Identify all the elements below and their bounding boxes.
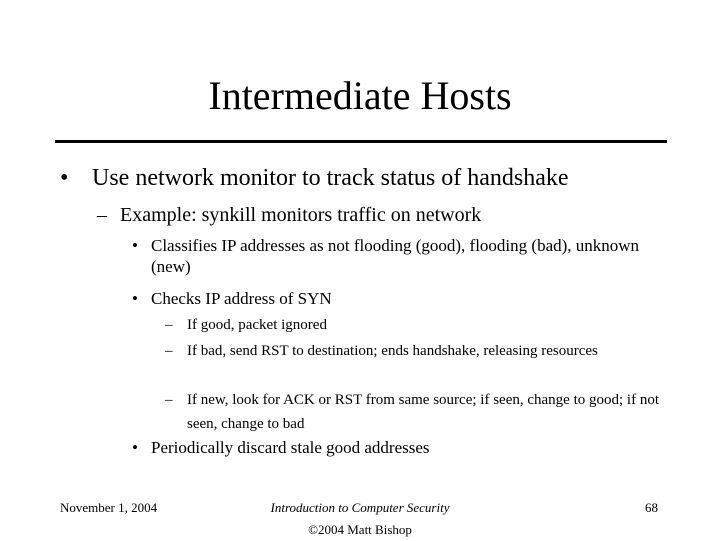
sub-bullet-if-new (165, 388, 660, 436)
bullet-marker: • (60, 165, 69, 191)
bullet-periodically (132, 437, 672, 458)
footer-copyright: ©2004 Matt Bishop (308, 522, 412, 537)
bullet-main-text: Use network monitor to track status of handshake (92, 165, 569, 191)
page-number: 68 (645, 500, 658, 515)
sub-bullet-if-good (165, 313, 660, 337)
bullet-classifies (132, 235, 672, 277)
sub-bullet-if-bad-text: If bad, send RST to destination; ends handshake, releasing resources (187, 343, 598, 359)
footer-date: November 1, 2004 (60, 500, 158, 515)
dash-marker: – (165, 392, 173, 408)
bullet-checks-text: Checks IP address of SYN (151, 289, 332, 308)
dash-marker: – (97, 204, 107, 226)
dash-marker: – (165, 343, 173, 359)
bullet-marker: • (132, 438, 138, 457)
bullet-marker: • (132, 289, 138, 308)
bullet-main (60, 164, 680, 192)
sub-bullet-if-bad (165, 339, 660, 363)
bullet-classifies-text: Classifies IP addresses as not flooding (good), flooding (bad), unknown (new) (151, 236, 640, 276)
sub-bullet-if-good-text: If good, packet ignored (187, 317, 327, 333)
bullet-marker: • (132, 236, 138, 255)
dash-marker: – (165, 317, 173, 333)
footer-center (210, 497, 510, 541)
bullet-periodically-text: Periodically discard stale good addresses (151, 438, 430, 457)
slide-title: Intermediate Hosts (208, 73, 512, 118)
title-divider (55, 140, 667, 143)
sub-bullet-if-new-text: If new, look for ACK or RST from same source; if seen, change to good; if not seen, change to bad (187, 392, 659, 432)
footer-course-title: Introduction to Computer Security (270, 500, 450, 515)
bullet-checks (132, 288, 672, 309)
bullet-example (97, 203, 677, 227)
bullet-example-text: Example: synkill monitors traffic on network (120, 204, 482, 226)
